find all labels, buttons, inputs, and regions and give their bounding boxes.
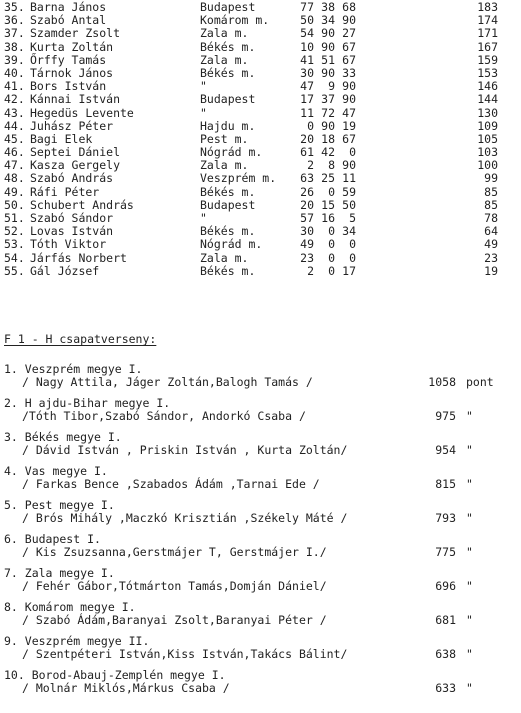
team-heading: 8. Komárom megye I. [4,600,136,614]
rank: 47. [4,158,25,173]
team-points: 633 [435,681,456,695]
team-entry [0,363,521,397]
team-members: /Tóth Tibor,Szabó Sándor, Andorkó Csaba / [22,409,306,423]
location: " [200,105,207,120]
rank: 51. [4,211,25,225]
location: " [200,79,207,94]
team-entry [0,397,521,431]
team-results [0,363,521,703]
total-score: 19 [484,263,498,278]
score-1: 23 [300,250,314,265]
competitor-name: Tóth Viktor [30,237,107,252]
result-row [0,265,521,278]
total-score: 99 [484,171,498,186]
points-unit: " [466,681,473,695]
team-members: / Dávid István , Priskin István , Kurta Zoltán/ [22,443,348,457]
score-3: 33 [342,65,356,80]
rank: 45. [4,131,25,146]
location: Zala m. [200,158,249,173]
individual-results [0,1,521,278]
score-1: 57 [300,211,314,225]
team-entry [0,465,521,499]
competitor-name: Kasza Gergely [30,158,121,173]
rank: 41. [4,79,25,94]
score-3: 90 [342,92,356,107]
score-3: 59 [342,184,356,199]
points-unit: " [466,545,473,559]
location: Békés m. [200,224,256,239]
score-3: 0 [349,237,356,252]
rank: 44. [4,118,25,133]
result-row [0,252,521,265]
competitor-name: Schubert András [30,197,134,212]
score-3: 67 [342,52,356,67]
score-3: 0 [349,250,356,265]
score-3: 17 [342,263,356,278]
team-points: 815 [435,477,456,491]
score-2: 37 [321,92,335,107]
total-score: 23 [484,250,498,265]
points-unit: pont [466,375,494,389]
score-1: 54 [300,26,314,41]
score-1: 61 [300,145,314,160]
total-score: 49 [484,237,498,252]
total-score: 171 [477,26,498,41]
team-heading: 4. Vas megye I. [4,464,108,478]
location: Pest m. [200,131,249,146]
team-heading: 10. Borod-Abauj-Zemplén megye I. [4,668,226,682]
competitor-name: Gál József [30,263,100,278]
team-heading: 6. Budapest I. [4,532,101,546]
rank: 52. [4,224,25,239]
team-entry [0,601,521,635]
score-2: 0 [328,237,335,252]
team-heading: 5. Pest megye I. [4,498,115,512]
result-row [0,27,521,40]
total-score: 103 [477,145,498,160]
points-unit: " [466,647,473,661]
score-2: 90 [321,118,335,133]
location: Budapest [200,0,256,14]
rank: 36. [4,13,25,28]
score-2: 0 [328,250,335,265]
score-2: 8 [328,158,335,173]
location: Békés m. [200,65,256,80]
competitor-name: Bagi Elek [30,131,93,146]
location: Hajdu m. [200,118,256,133]
points-unit: " [466,443,473,457]
team-entry [0,499,521,533]
score-3: 67 [342,39,356,54]
score-1: 77 [300,0,314,14]
competitor-name: Lovas István [30,224,114,239]
rank: 37. [4,26,25,41]
team-members: / Fehér Gábor,Tótmárton Tamás,Domján Dániel/ [22,579,327,593]
total-score: 183 [477,0,498,14]
competitor-name: Hegedüs Levente [30,105,134,120]
score-3: 68 [342,0,356,14]
team-points: 696 [435,579,456,593]
points-unit: " [466,579,473,593]
total-score: 78 [484,211,498,225]
location: Budapest [200,197,256,212]
team-points: 681 [435,613,456,627]
competitor-name: Tárnok János [30,65,114,80]
team-entry [0,431,521,465]
rank: 43. [4,105,25,120]
score-3: 34 [342,224,356,239]
score-2: 16 [321,211,335,225]
score-2: 90 [321,65,335,80]
team-heading: 3. Békés megye I. [4,430,122,444]
score-1: 20 [300,197,314,212]
score-1: 2 [307,263,314,278]
total-score: 153 [477,65,498,80]
score-1: 0 [307,118,314,133]
rank: 48. [4,171,25,186]
team-entry [0,635,521,669]
points-unit: " [466,613,473,627]
team-section-title: F 1 - H csapatverseny: [4,332,157,346]
location: Zala m. [200,250,249,265]
score-2: 25 [321,171,335,186]
score-3: 5 [349,211,356,225]
result-row [0,238,521,251]
rank: 55. [4,263,25,278]
location: Nógrád m. [200,145,263,160]
score-1: 11 [300,105,314,120]
result-row [0,54,521,67]
competitor-name: Őrffy Tamás [30,52,107,67]
competitor-name: Bors István [30,79,107,94]
team-members: / Farkas Bence ,Szabados Ádám ,Tarnai Ede / [22,477,320,491]
team-entry [0,669,521,703]
score-1: 30 [300,224,314,239]
rank: 54. [4,250,25,265]
location: Békés m. [200,184,256,199]
location: Zala m. [200,26,249,41]
total-score: 174 [477,13,498,28]
score-2: 90 [321,26,335,41]
competitor-name: Ráfi Péter [30,184,100,199]
score-2: 38 [321,0,335,14]
points-unit: " [466,477,473,491]
score-3: 90 [342,158,356,173]
score-3: 11 [342,171,356,186]
score-2: 0 [328,263,335,278]
team-members: / Molnár Miklós,Márkus Csaba / [22,681,230,695]
result-row [0,107,521,120]
rank: 50. [4,197,25,212]
team-points: 975 [435,409,456,423]
competitor-name: Szabó Sándor [30,211,114,225]
team-heading: 1. Veszprém megye I. [4,362,143,376]
location: Zala m. [200,52,249,67]
rank: 42. [4,92,25,107]
result-row [0,120,521,133]
total-score: 85 [484,184,498,199]
score-1: 50 [300,13,314,28]
score-3: 27 [342,26,356,41]
competitor-name: Septei Dániel [30,145,121,160]
rank: 35. [4,0,25,14]
total-score: 64 [484,224,498,239]
total-score: 159 [477,52,498,67]
competitor-name: Juhász Péter [30,118,114,133]
competitor-name: Szabó András [30,171,114,186]
score-1: 47 [300,79,314,94]
team-points: 638 [435,647,456,661]
team-points: 954 [435,443,456,457]
team-points: 775 [435,545,456,559]
location: Komárom m. [200,13,270,28]
rank: 40. [4,65,25,80]
total-score: 105 [477,131,498,146]
competitor-name: Kánnai István [30,92,121,107]
competitor-name: Szabó Antal [30,13,107,28]
competitor-name: Járfás Norbert [30,250,127,265]
team-heading: 7. Zala megye I. [4,566,115,580]
score-2: 0 [328,224,335,239]
location: Veszprém m. [200,171,277,186]
location: Békés m. [200,39,256,54]
score-2: 34 [321,13,335,28]
location: Békés m. [200,263,256,278]
score-2: 9 [328,79,335,94]
location: Budapest [200,92,256,107]
score-2: 18 [321,131,335,146]
total-score: 85 [484,197,498,212]
score-3: 47 [342,105,356,120]
team-members: / Szentpéteri István,Kiss István,Takács Bálint/ [22,647,348,661]
rank: 49. [4,184,25,199]
team-points: 793 [435,511,456,525]
result-row [0,93,521,106]
total-score: 130 [477,105,498,120]
total-score: 109 [477,118,498,133]
points-unit: " [466,409,473,423]
team-members: / Kis Zsuzsanna,Gerstmájer T, Gerstmájer I./ [22,545,327,559]
competitor-name: Barna János [30,0,107,14]
team-members: / Nagy Attila, Jáger Zoltán,Balogh Tamás / [22,375,313,389]
total-score: 100 [477,158,498,173]
team-heading: 9. Veszprém megye II. [4,634,150,648]
rank: 46. [4,145,25,160]
score-2: 42 [321,145,335,160]
team-entry [0,533,521,567]
score-1: 49 [300,237,314,252]
team-members: / Szabó Ádám,Baranyai Zsolt,Baranyai Péter / [22,613,327,627]
score-3: 0 [349,145,356,160]
team-members: / Brós Mihály ,Maczkó Krisztián ,Székely Máté / [22,511,348,525]
score-1: 10 [300,39,314,54]
points-unit: " [466,511,473,525]
score-3: 90 [342,13,356,28]
score-1: 63 [300,171,314,186]
rank: 39. [4,52,25,67]
score-2: 51 [321,52,335,67]
result-row [0,172,521,185]
score-1: 17 [300,92,314,107]
score-3: 67 [342,131,356,146]
score-3: 50 [342,197,356,212]
score-1: 30 [300,65,314,80]
total-score: 144 [477,92,498,107]
score-1: 41 [300,52,314,67]
score-3: 90 [342,79,356,94]
rank: 53. [4,237,25,252]
total-score: 167 [477,39,498,54]
location: " [200,211,207,225]
score-1: 26 [300,184,314,199]
team-heading: 2. H ajdu-Bihar megye I. [4,396,171,410]
competitor-name: Szamder Zsolt [30,26,121,41]
score-2: 72 [321,105,335,120]
score-2: 15 [321,197,335,212]
result-row [0,41,521,54]
score-3: 19 [342,118,356,133]
competitor-name: Kurta Zoltán [30,39,114,54]
score-2: 0 [328,184,335,199]
team-points: 1058 [428,375,456,389]
total-score: 146 [477,79,498,94]
score-2: 90 [321,39,335,54]
result-row [0,186,521,199]
score-1: 20 [300,131,314,146]
score-1: 2 [307,158,314,173]
team-entry [0,567,521,601]
location: Nógrád m. [200,237,263,252]
rank: 38. [4,39,25,54]
